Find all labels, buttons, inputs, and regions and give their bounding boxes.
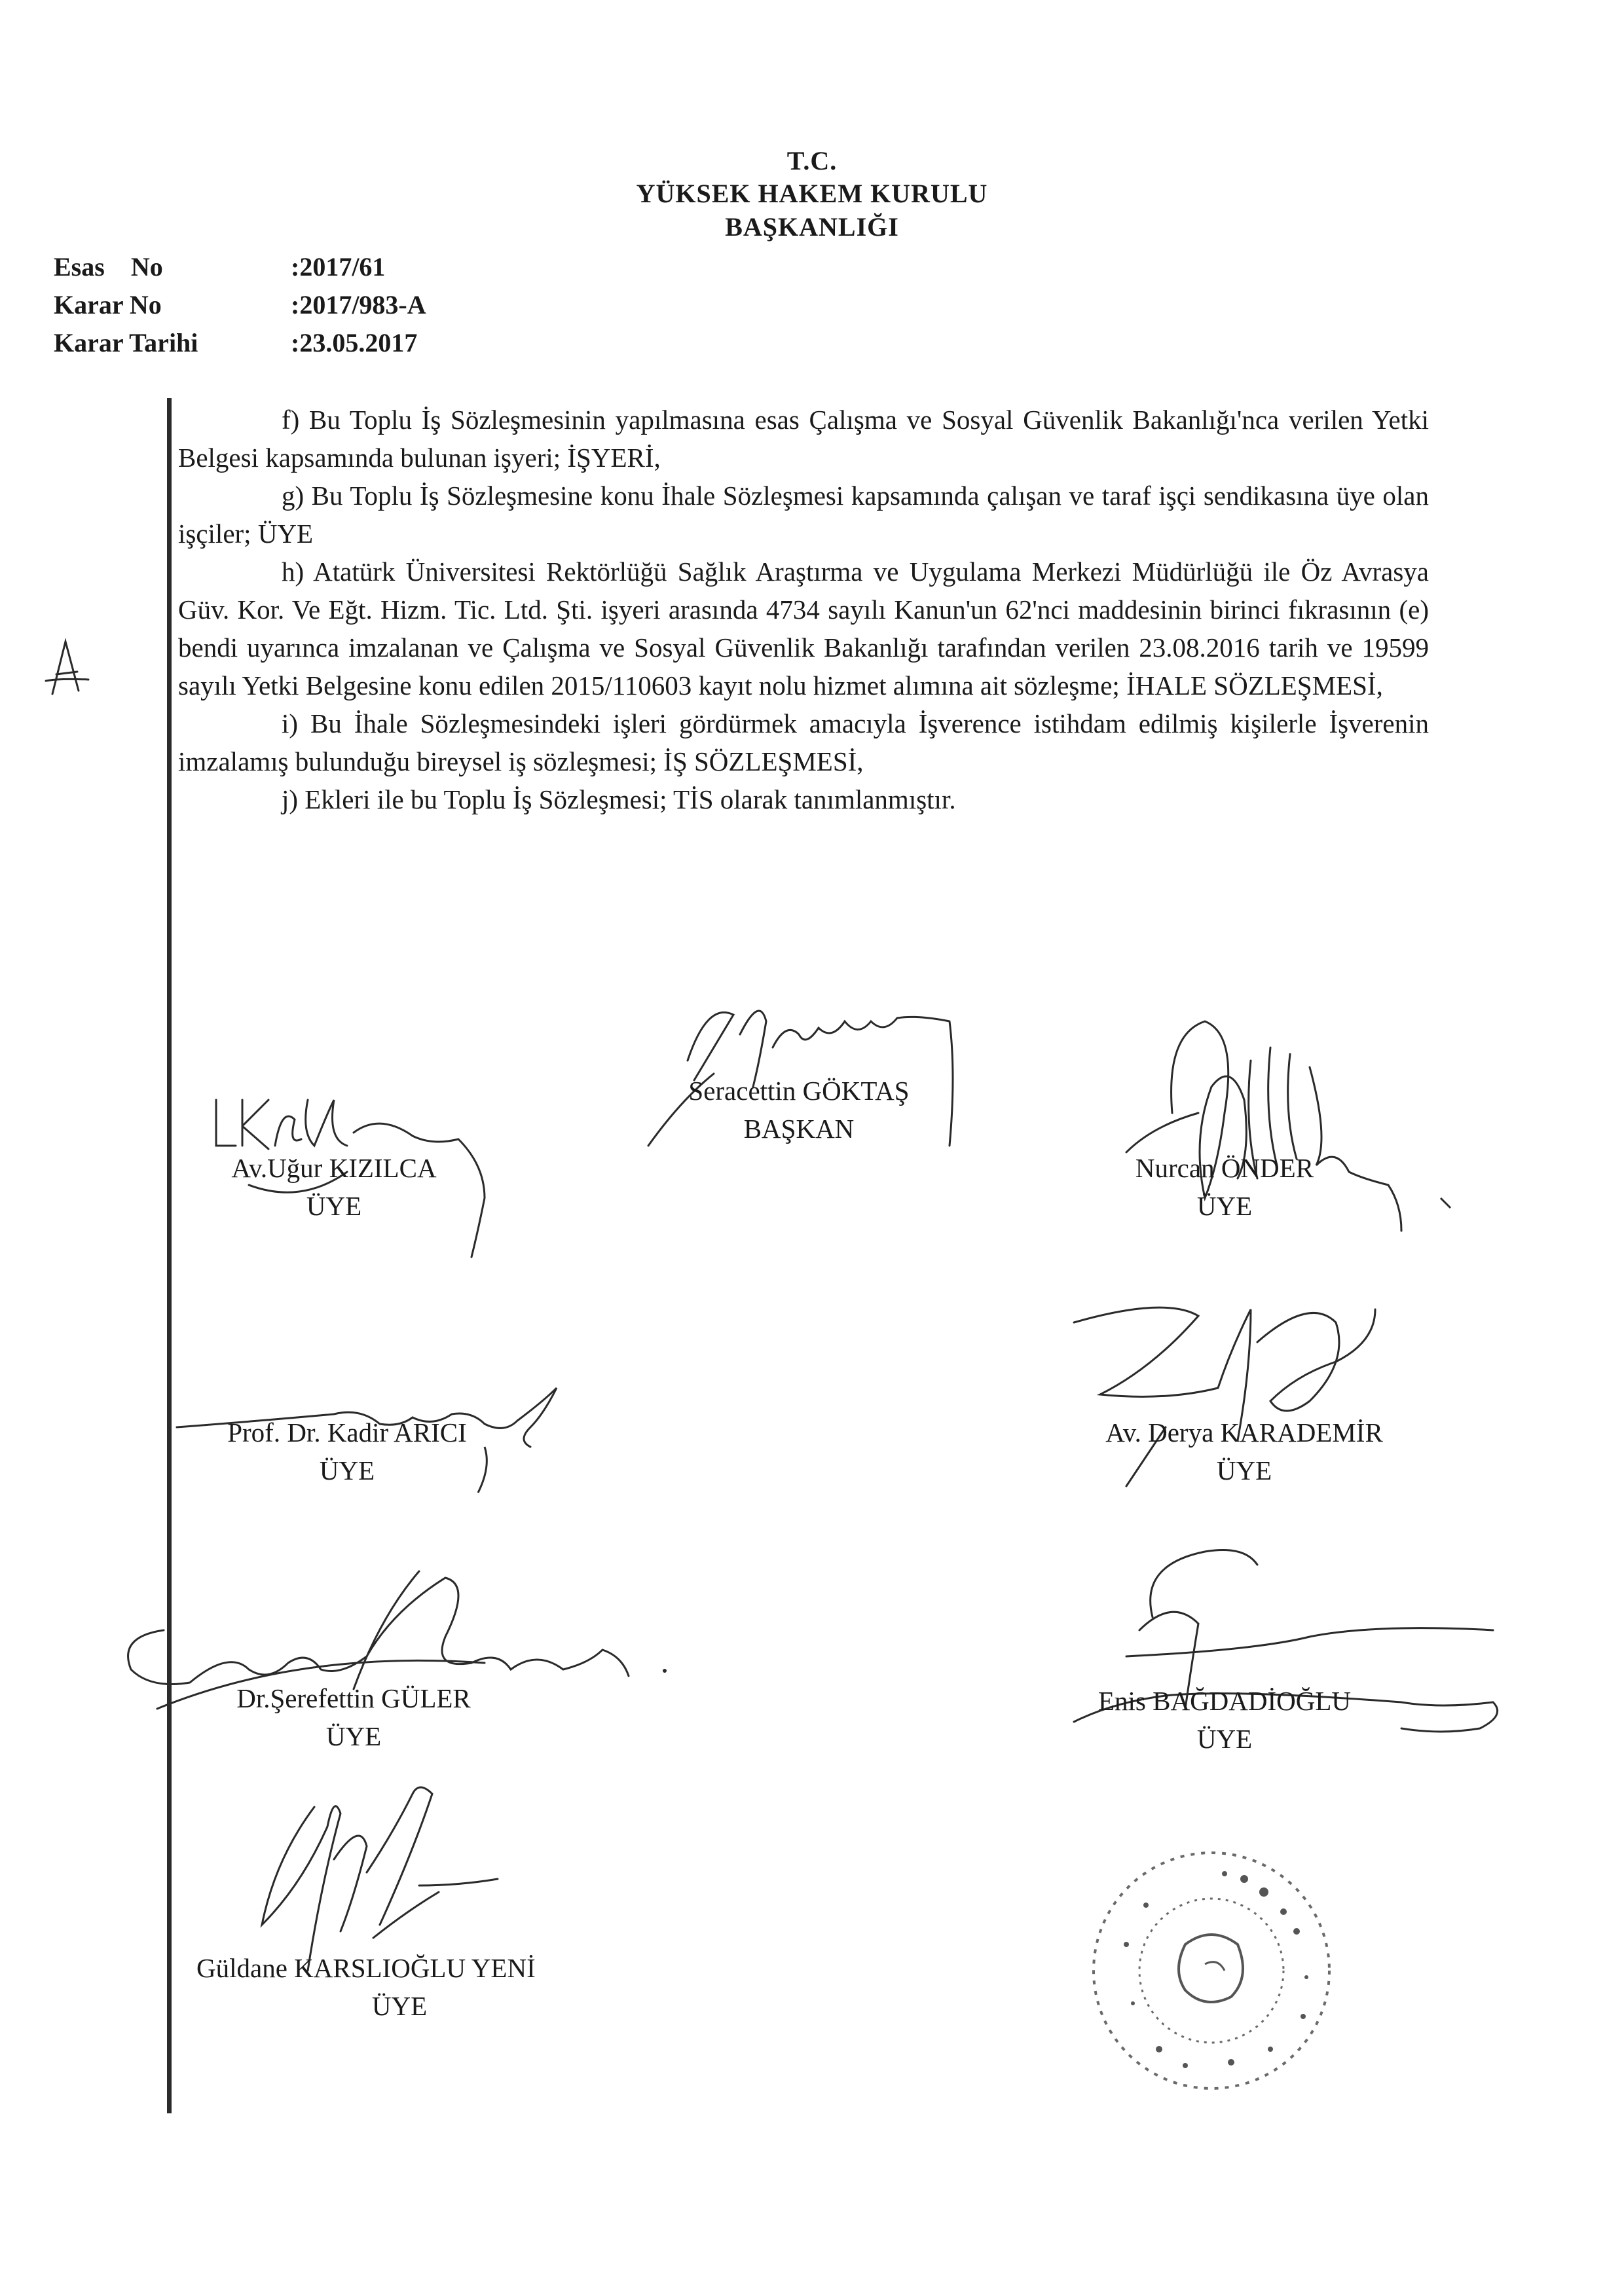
esas-label: Esas No: [54, 252, 163, 282]
signatory-name-7: Enis BAĞDADİOĞLU: [1098, 1686, 1352, 1716]
paragraph-h: h) Atatürk Üniversitesi Rektörlüğü Sağlık Araştırma ve Uygulama Merkezi Müdürlüğü ile Öz Avrasya Güv. Kor. Ve Eğt. Hizm. Tic. Ltd. Şti. işyeri arasında 4734 sayılı Kanun'un 62'nci maddesinin birinci fıkrasının (e) bendi uyarınca imzalanan ve Çalışma ve Sosyal Güvenlik Bakanlığı tarafından verilen 23.08.2016 tarih ve 19599 sayılı Yetki Belgesine konu edilen 2015/110603 kayıt nolu hizmet alımına ait sözleşme; İHALE SÖZLEŞMESİ,: [178, 556, 1429, 701]
tarih-value: :23.05.2017: [291, 328, 418, 357]
signatory-role-2: ÜYE: [306, 1191, 362, 1221]
header-institution: YÜKSEK HAKEM KURULU: [636, 179, 988, 208]
esas-value: :2017/61: [291, 252, 386, 282]
paragraph-f: f) Bu Toplu İş Sözleşmesinin yapılmasına esas Çalışma ve Sosyal Güvenlik Bakanlığı'nca verilen Yetki Belgesi kapsamında bulunan işyeri; İŞYERİ,: [178, 405, 1429, 473]
header-tc: T.C.: [786, 146, 838, 175]
karar-label: Karar No: [54, 290, 162, 319]
paragraph-g: g) Bu Toplu İş Sözleşmesine konu İhale Sözleşmesi kapsamında çalışan ve taraf işçi sendikasına üye olan işçiler; ÜYE: [178, 481, 1429, 549]
signatory-role-3: ÜYE: [1196, 1191, 1253, 1221]
paragraph-i: i) Bu İhale Sözleşmesindeki işleri gördürmek amacıyla İşverence istihdam edilmiş kişilerle İşverenin imzalamış bulunduğu bireysel iş sözleşmesi; İŞ SÖZLEŞMESİ,: [178, 708, 1429, 776]
body-text: [178, 401, 1429, 818]
signatory-role-4: ÜYE: [319, 1455, 375, 1485]
margin-rule: [167, 398, 172, 2113]
paragraph-j: j) Ekleri ile bu Toplu İş Sözleşmesi; TİS olarak tanımlanmıştır.: [282, 784, 956, 814]
signatory-name-3: Nurcan ÖNDER: [1135, 1153, 1314, 1183]
signatory-name-5: Av. Derya KARADEMİR: [1105, 1417, 1383, 1448]
margin-mark: [39, 629, 98, 707]
signatory-name-6: Dr.Şerefettin GÜLER: [236, 1683, 471, 1713]
header-presidency: BAŞKANLIĞI: [725, 212, 899, 242]
signatory-role-7: ÜYE: [1196, 1724, 1253, 1754]
signatory-role-5: ÜYE: [1216, 1455, 1272, 1485]
signature-onder: [1074, 982, 1467, 1309]
tarih-label: Karar Tarihi: [54, 328, 198, 357]
signatory-role-1: BAŞKAN: [743, 1114, 855, 1144]
signatory-role-8: ÜYE: [371, 1991, 428, 2021]
karar-value: :2017/983-A: [291, 290, 426, 319]
official-seal: [1074, 1833, 1349, 2108]
signatory-name-8: Güldane KARSLIOĞLU YENİ: [196, 1953, 536, 1983]
signatory-name-1: Seracettin GÖKTAŞ: [688, 1076, 910, 1106]
signatory-name-4: Prof. Dr. Kadir ARICI: [227, 1417, 467, 1448]
signatory-role-6: ÜYE: [325, 1721, 382, 1751]
signatory-name-2: Av.Uğur KIZILCA: [231, 1153, 437, 1183]
